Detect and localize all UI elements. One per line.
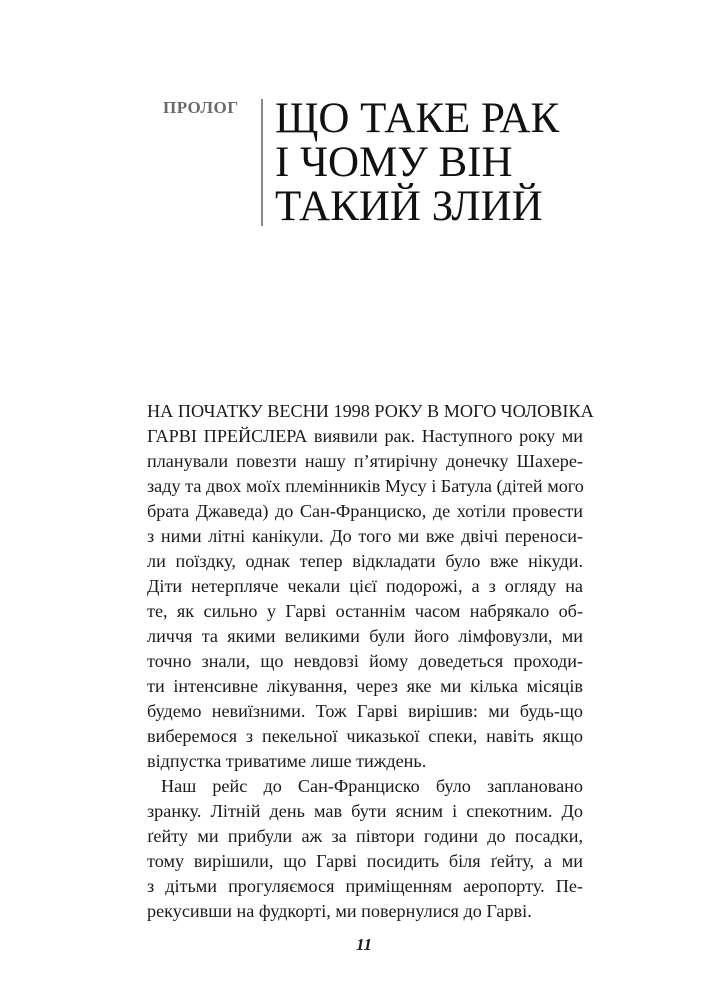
text-line: виберемося з пекельної чиказької спеки, навіть якщо <box>147 726 583 746</box>
text-line: з ними літні канікули. До того ми вже двічі переноси- <box>147 526 583 546</box>
text-line: ли поїздку, однак тепер відкладати було вже нікуди. <box>147 551 583 571</box>
text-line: те, як сильно у Гарві останнім часом набрякало об- <box>147 601 583 621</box>
title-line: ТАКИЙ ЗЛИЙ <box>275 183 543 230</box>
text-line: точно знали, що невдовзі йому доведеться проходи- <box>147 651 583 671</box>
text-line: будемо невиїзними. Тож Гарві вирішив: ми будь-що <box>147 701 583 721</box>
title-line: І ЧОМУ ВІН <box>275 139 513 186</box>
text-line: ґейту ми прибули аж за півтори години до посадки, <box>147 826 583 846</box>
chapter-title <box>275 97 559 229</box>
text-line: ГАРВІ ПРЕЙСЛЕРА виявили рак. Наступного року ми <box>147 426 583 446</box>
text-line: з дітьми прогуляємося приміщенням аеропорту. Пе- <box>147 876 583 896</box>
text-line: личчя та якими великими були його лімфовузли, ми <box>147 626 583 646</box>
paragraph <box>147 399 594 774</box>
text-line: рекусивши на фудкорті, ми повернулися до Гарві. <box>147 901 532 921</box>
text-line: відпустка триватиме лише тиждень. <box>147 751 427 771</box>
title-line: ЩО ТАКЕ РАК <box>275 95 560 142</box>
body-text <box>147 399 594 924</box>
text-line: зранку. Літній день мав бути ясним і спекотним. До <box>147 801 583 821</box>
title-divider <box>261 99 263 226</box>
chapter-label: ПРОЛОГ <box>163 98 239 117</box>
text-line: брата Джаведа) до Сан-Франциско, де хотіли провести <box>147 501 583 521</box>
text-line: заду та двох моїх племінників Мусу і Батула (дітей мого <box>147 476 584 496</box>
text-line: Діти нетерпляче чекали цієї подорожі, а з огляду на <box>147 576 583 596</box>
page-number: 11 <box>355 935 373 954</box>
paragraph <box>147 774 583 924</box>
text-line: тому вирішили, що Гарві посидить біля ґейту, а ми <box>147 851 583 871</box>
text-line: Наш рейс до Сан-Франциско було заплановано <box>161 776 583 796</box>
text-line: планували повезти нашу п’ятирічну донечку Шахере- <box>147 451 583 471</box>
text-line: НА ПОЧАТКУ ВЕСНИ 1998 РОКУ В МОГО ЧОЛОВІКА <box>147 401 594 421</box>
text-line: ти інтенсивне лікування, через яке ми кілька місяців <box>147 676 583 696</box>
